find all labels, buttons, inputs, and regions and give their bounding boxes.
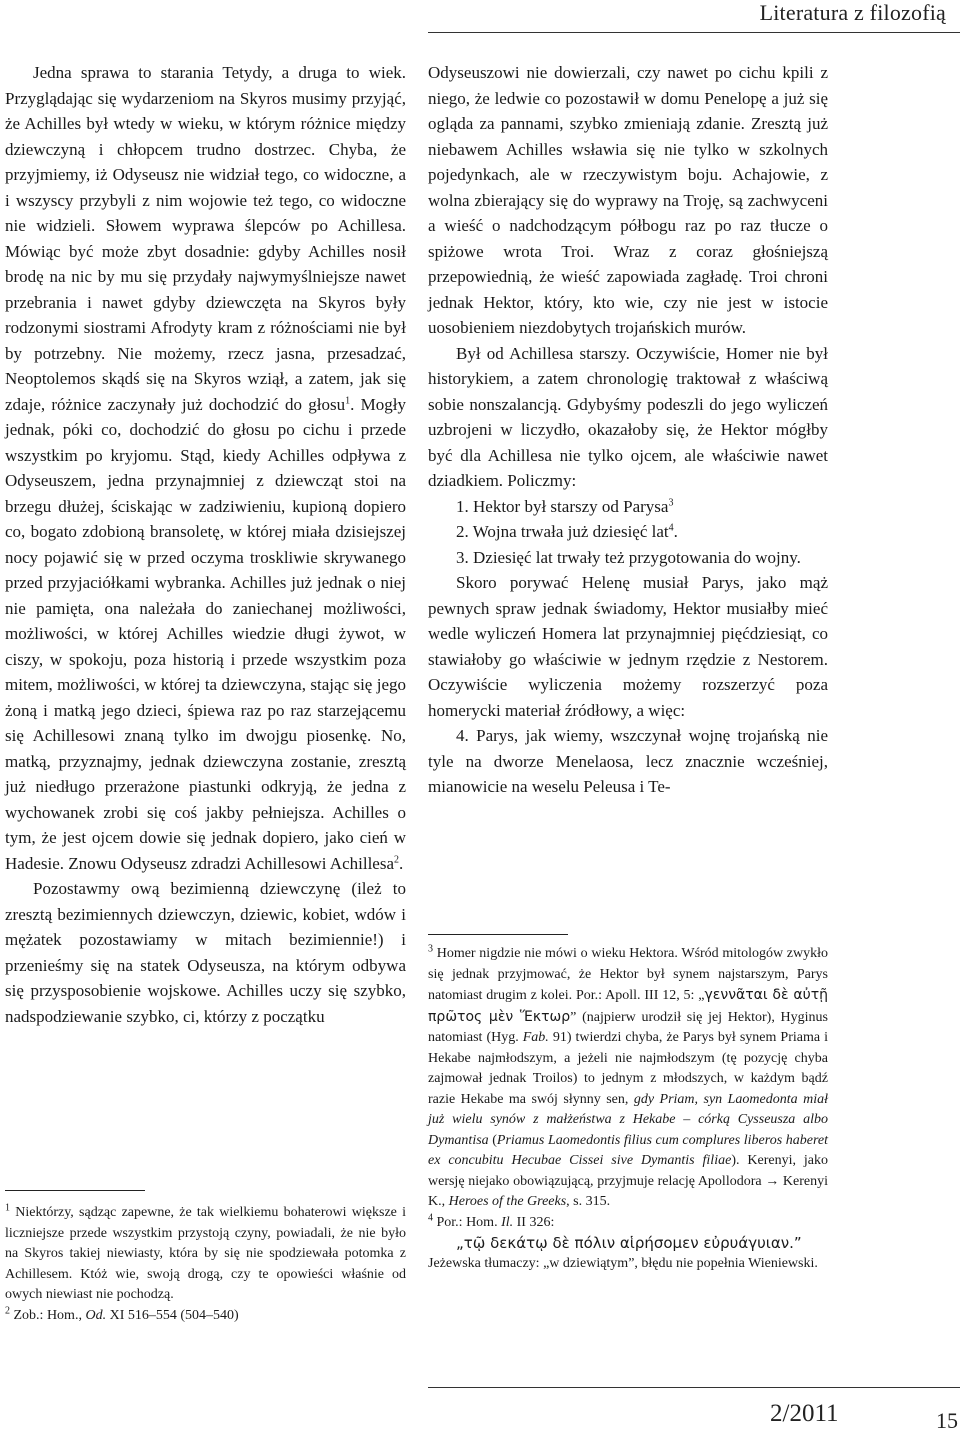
footer-rule bbox=[428, 1387, 960, 1388]
footnote-text: Jeżewska tłumaczy: „w dziewiątym”, błędu nie popełnia Wieniewski. bbox=[428, 1255, 818, 1271]
body-paragraph: Był od Achillesa starszy. Oczywiście, Homer nie był historykiem, a zatem chronologię traktował z właściwą sobie nonszalancją. Gdybyśmy podeszli do jego wyliczeń uzbrojeni w liczydło, okazałoby się, że Hektor mógłby być dla Achillesa nie tylko ojcem, ale właściwie nawet dziadkiem. Policzmy: bbox=[428, 343, 828, 490]
footnote: $^1$ Niektórzy, sądząc zapewne, że tak wielkiemu bohaterowi większe i liczniejsze przede wszystkim przystoją czyny, powiadali, że nie było na Skyros takiej niewiasty, która by się nie spodziewała potomka z Achillesem. Któż wie, swoją drogą, czy te opowieści właśnie od owych niewiast nie pochodzą. bbox=[5, 1202, 406, 1302]
greek-quote: γεννᾶται δὲ αὐτῇ πρῶτος μὲν Ἕκτωρ bbox=[428, 987, 828, 1025]
footnote-rule bbox=[428, 934, 568, 935]
body-paragraph: Odyseuszowi nie dowierzali, czy nawet po cichu kpili z niego, że ledwie co pozostawił w domu Penelopę a już się ogląda za pannami, szybko zmieniają zdanie. Zresztą już niebawem Achilles wsławia się nie tylko w szkolnych pojedynkach, ale w rzeczywistym boju. Achajowie, z wolna zbierający się do wyprawy na Troję, są zachwyceni a wieść o nadchodzącym półbogu raz po raz tłucze o spiżowe wrota Troi. Wraz z coraz głośniejszą przepowiednią, że wieść zapowiada zagładę. Troi chroni jednak Hektor, który, kto wie, czy nie jest w istocie uosobieniem niezdobytych trojańskich murów. bbox=[428, 63, 828, 337]
running-header-title: Literatura z filozofią bbox=[759, 0, 946, 25]
list-item: 2. Wojna trwała już dziesięć lat$^4$. bbox=[456, 522, 678, 541]
body-paragraph: 4. Parys, jak wiemy, wszczynał wojnę trojańską nie tyle na dworze Menelaosa, lecz znacznie wcześniej, mianowicie na weselu Peleusa i Te- bbox=[428, 726, 828, 796]
footnotes-left bbox=[5, 1203, 406, 1326]
footnote-ref: 2 bbox=[394, 853, 400, 865]
footnote-rule bbox=[5, 1190, 145, 1191]
body-paragraph: Pozostawmy ową bezimienną dziewczynę (ileż to zresztą bezimiennych dziewczyn, dziewic, kobiet, wdów i mężatek pozostawiamy w mitach bezimiennie!) i przenieśmy się na statek Odyseusza, na którym odbywa się przysposobienie wojskowe. Achilles uczy się szybko, nadspodziewanie szybko, ci, którzy z początku bbox=[5, 879, 406, 1026]
footnote: $^3$ Homer nigdzie nie mówi o wieku Hektora. Wśród mitologów zwykło się jednak przyjmować, że Hektor był synem najstarszym, Parys natomiast drugim z kolei. Por.: Apoll. III 12, 5: „γεννᾶται δὲ αὐτῇ πρῶτος μὲν Ἕκτωρ” (najpierw urodził się jej Hektor), Hyginus natomiast (Hyg. Fab. 91) twierdzi chyba, że Parys był synem Priama i Hekabe najmłodszym, a jeżeli nie najmłodszym (tę pozycję chyba zajmował jednak Troilos) to jednym z młodszych, w każdym bądź razie Hekabe ma swój słynny sen, gdy Priam, syn Laomedonta miał już wielu synów z małżeństwa z Hekabe – córką Cysseusza albo Dymantisa (Priamus Laomedontis filius cum complures liberos haberet ex concubitu Hecubae Cissei sive Dymantis filiae). Kerenyi, jako wersję niejako obowiązującą, przyjmuje relację Apollodora → Kerenyi K., Heroes of the Greeks, s. 315. bbox=[428, 943, 829, 1209]
greek-quote: „τῷ δεκάτῳ δὲ πόλιν αἱρήσομεν εὐρυάγυιαν.” bbox=[456, 1234, 802, 1252]
paragraph-text: Jedna sprawa to starania Tetydy, a druga to wiek. Przyglądając się wydarzeniom na Skyros musimy przyjąć, że Achilles był wtedy w wieku, w którym różnice między dziewczyną i chłopcem trudno dostrzec. Chyba, że przyjmiemy, iż Odyseusz nie widział tego, co widoczne, a i wszyscy przybyli z nim wojowie też tego, co widoczne nie widzieli. Słowem wyprawa ślepców po Achillesa. Mówiąc być może zbyt dosadnie: gdyby Achilles nosił brodę na nic by mu się przydały najwymyślniejsze nawet przebrania i nawet gdyby dziewczęta na Skyros były rodzonymi siostrami Afrodyty kram z różnościami nie był by potrzebny. Nie możemy, rzecz jasna, przesadzać, Neoptolemos skądś się na Skyros wziął, a zatem, jak się zdaje, różnice zaczynały już dochodzić do głosu bbox=[5, 63, 406, 414]
header-rule bbox=[428, 32, 960, 33]
right-column bbox=[428, 60, 828, 800]
body-paragraph bbox=[5, 60, 406, 876]
page-number: 15 bbox=[936, 1408, 958, 1433]
issue-number: 2/2011 bbox=[770, 1400, 839, 1427]
footnote-ref: 4 bbox=[668, 522, 674, 534]
footnotes-right bbox=[428, 944, 828, 1274]
list-item: 3. Dziesięć lat trwały też przygotowania do wojny. bbox=[456, 547, 801, 567]
footnote-ref: 3 bbox=[668, 496, 674, 508]
left-column bbox=[5, 60, 406, 1029]
footnote-ref: 1 bbox=[345, 394, 351, 406]
body-paragraph: Skoro porywać Helenę musiał Parys, jako mąż pewnych spraw jednak świadomy, Hektor musiałby mieć wedle wyliczeń Homera lat przynajmniej pięćdziesiąt, co stawiałoby go właściwie w jednym rzędzie z Nestorem. Oczywiście wyliczenia możemy rozszerzyć poza homerycki materiał źródłowy, a więc: bbox=[428, 573, 828, 720]
footnote: $^4$ Por.: Hom. Il. II 326: bbox=[428, 1211, 555, 1230]
list-item: 1. Hektor był starszy od Parysa$^3$ bbox=[456, 496, 674, 516]
footnote: $^2$ Zob.: Hom., Od. XI 516–554 (504–540) bbox=[5, 1304, 239, 1323]
paragraph-text: . Mogły jednak, póki co, dochodzić do głosu po cichu i przede wszystkim po kryjomu. Stąd, kiedy Achilles odpływa z Odyseuszem, jedna przynajmniej z dziewcząt stoi na brzegu dłużej, ściskając w zadziwieniu, kupioną dopiero co, bogato zdobioną bransoletę, w której miała dzisiejszej nocy pojawić się w przed oczyma troskliwie skrywanego przed przyjaciółkami wybranka. Achilles już jednak o niej nie pamięta, ona należała do zaniechanej możliwości, możliwości, w której Achilles wiedzie długi żywot, w ciszy, w spokoju, poza historią i przede wszystkim poza mitem, możliwości, w której ta dziewczyna, stając się jego żoną i matką jego dzieci, śpiewa raz po raz starzejącemu się Achillesowi znaną tylko im dwojgu piosenkę. No, matką, przyznajmy, jednak dziewczyna zostanie, zresztą już niedługo przerażone piastunki odkryją, że jedna z wychowanek zrobi się coś jakby pełniejsza. Achilles o tym, że jest ojcem dowie się jednak dopiero, jako cień w Hadesie. Znowu Odyseusz zdradzi Achillesowi Achillesa bbox=[5, 394, 406, 873]
period: . bbox=[399, 853, 404, 873]
